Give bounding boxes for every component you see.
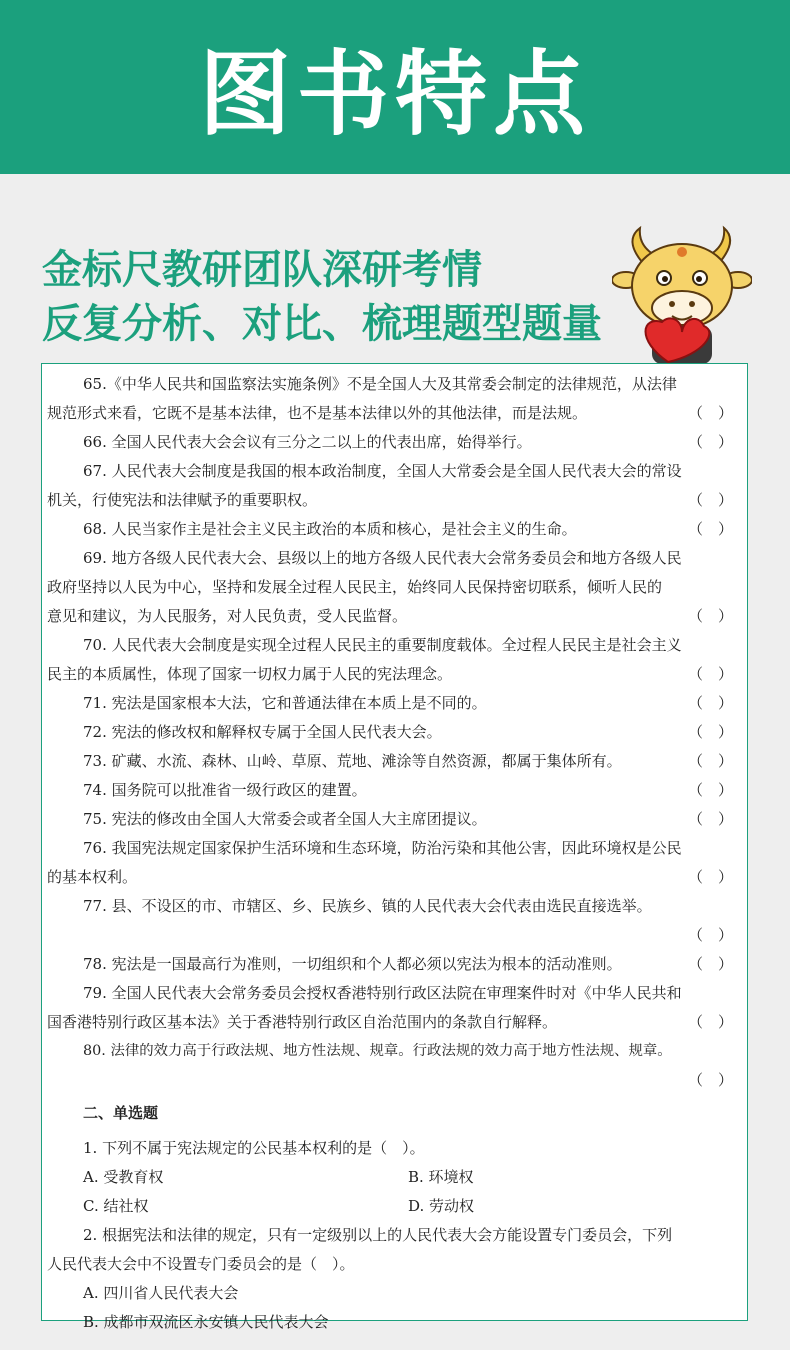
option-b: B. 环境权 [408, 1168, 474, 1186]
question-line: 80. 法律的效力高于行政法规、地方性法规、规章。行政法规的效力高于地方性法规、规章。 [83, 1043, 672, 1059]
question-line: 79. 全国人民代表大会常务委员会授权香港特别行政区法院在审理案件时对《中华人民共和 [83, 984, 682, 1002]
question-69 [47, 544, 743, 631]
question-72 [47, 718, 743, 747]
answer-paren: （ ） [687, 955, 733, 973]
question-line: 77. 县、不设区的市、市辖区、乡、民族乡、镇的人民代表大会代表由选民直接选举。 [83, 897, 652, 915]
answer-paren: （ ） [687, 926, 733, 944]
answer-paren: （ ） [687, 491, 733, 509]
option-a: A. 四川省人民代表大会 [83, 1284, 239, 1302]
question-79 [47, 979, 743, 1037]
mcq-1-options-row-1 [47, 1163, 743, 1192]
headline-line-1: 金标尺教研团队深研考情 [42, 247, 482, 293]
answer-paren: （ ） [687, 868, 733, 886]
question-line: 73. 矿藏、水流、森林、山岭、草原、荒地、滩涂等自然资源，都属于集体所有。 [83, 752, 622, 770]
question-line: 机关，行使宪法和法律赋予的重要职权。 [47, 491, 318, 509]
title-banner [0, 0, 790, 174]
answer-paren: （ ） [687, 607, 733, 625]
headline-line-2: 反复分析、对比、梳理题型题量 [42, 301, 602, 347]
question-line: 76. 我国宪法规定国家保护生活环境和生态环境，防治污染和其他公害，因此环境权是公民 [83, 839, 682, 857]
question-line: 69. 地方各级人民代表大会、县级以上的地方各级人民代表大会常务委员会和地方各级人民 [83, 549, 682, 567]
mcq-1-stem: 1. 下列不属于宪法规定的公民基本权利的是（ ）。 [83, 1139, 425, 1157]
page-title: 图书特点 [198, 41, 591, 148]
question-text [47, 370, 743, 1337]
question-line: 75. 宪法的修改由全国人大常委会或者全国人大主席团提议。 [83, 810, 487, 828]
option-a: A. 受教育权 [83, 1168, 164, 1186]
question-77 [47, 892, 743, 950]
question-67 [47, 457, 743, 515]
question-line: 74. 国务院可以批准省一级行政区的建置。 [83, 781, 367, 799]
answer-paren: （ ） [687, 404, 733, 422]
answer-paren: （ ） [687, 665, 733, 683]
question-line: 72. 宪法的修改权和解释权专属于全国人民代表大会。 [83, 723, 442, 741]
question-65 [47, 370, 743, 428]
question-71 [47, 689, 743, 718]
option-c: C. 结社权 [83, 1197, 149, 1215]
mcq-1-options-row-2 [47, 1192, 743, 1221]
answer-paren: （ ） [687, 781, 733, 799]
answer-paren: （ ） [687, 520, 733, 538]
question-line: 65.《中华人民共和国监察法实施条例》不是全国人大及其常委会制定的法律规范，从法律 [83, 375, 677, 393]
mcq-2-stem-line-1: 2. 根据宪法和法律的规定，只有一定级别以上的人民代表大会方能设置专门委员会，下列 [83, 1226, 673, 1244]
section-heading: 二、单选题 [83, 1104, 159, 1122]
question-line: 规范形式来看，它既不是基本法律，也不是基本法律以外的其他法律，而是法规。 [47, 404, 588, 422]
answer-paren: （ ） [687, 433, 733, 451]
question-78 [47, 950, 743, 979]
question-75 [47, 805, 743, 834]
question-line: 78. 宪法是一国最高行为准则，一切组织和个人都必须以宪法为根本的活动准则。 [83, 955, 622, 973]
question-line: 68. 人民当家作主是社会主义民主政治的本质和核心，是社会主义的生命。 [83, 520, 577, 538]
question-76 [47, 834, 743, 892]
answer-paren: （ ） [687, 723, 733, 741]
answer-paren: （ ） [687, 810, 733, 828]
answer-paren: （ ） [687, 752, 733, 770]
question-line: 政府坚持以人民为中心，坚持和发展全过程人民民主，始终同人民保持密切联系，倾听人民的 [47, 578, 663, 596]
question-line: 70. 人民代表大会制度是实现全过程人民民主的重要制度载体。全过程人民民主是社会主义 [83, 636, 682, 654]
answer-paren: （ ） [687, 1013, 733, 1031]
question-68 [47, 515, 743, 544]
question-line: 民主的本质属性，体现了国家一切权力属于人民的宪法理念。 [47, 665, 453, 683]
question-73 [47, 747, 743, 776]
question-74 [47, 776, 743, 805]
option-b: B. 成都市双流区永安镇人民代表大会 [83, 1313, 329, 1331]
question-66 [47, 428, 743, 457]
mcq-2-stem-line-2: 人民代表大会中不设置专门委员会的是（ ）。 [47, 1255, 355, 1273]
question-70 [47, 631, 743, 689]
answer-paren: （ ） [687, 694, 733, 712]
question-line: 67. 人民代表大会制度是我国的根本政治制度，全国人大常委会是全国人民代表大会的常设 [83, 462, 682, 480]
question-line: 66. 全国人民代表大会会议有三分之二以上的代表出席，始得举行。 [83, 433, 532, 451]
question-line: 的基本权利。 [47, 868, 138, 886]
question-line: 71. 宪法是国家根本大法，它和普通法律在本质上是不同的。 [83, 694, 487, 712]
question-line: 意见和建议，为人民服务，对人民负责，受人民监督。 [47, 607, 408, 625]
question-80 [47, 1037, 743, 1095]
option-d: D. 劳动权 [408, 1197, 475, 1215]
answer-paren: （ ） [687, 1071, 733, 1089]
question-panel [41, 363, 748, 1331]
question-line: 国香港特别行政区基本法》关于香港特别行政区自治范围内的条款自行解释。 [47, 1013, 558, 1031]
bull-mascot-icon [612, 222, 752, 370]
